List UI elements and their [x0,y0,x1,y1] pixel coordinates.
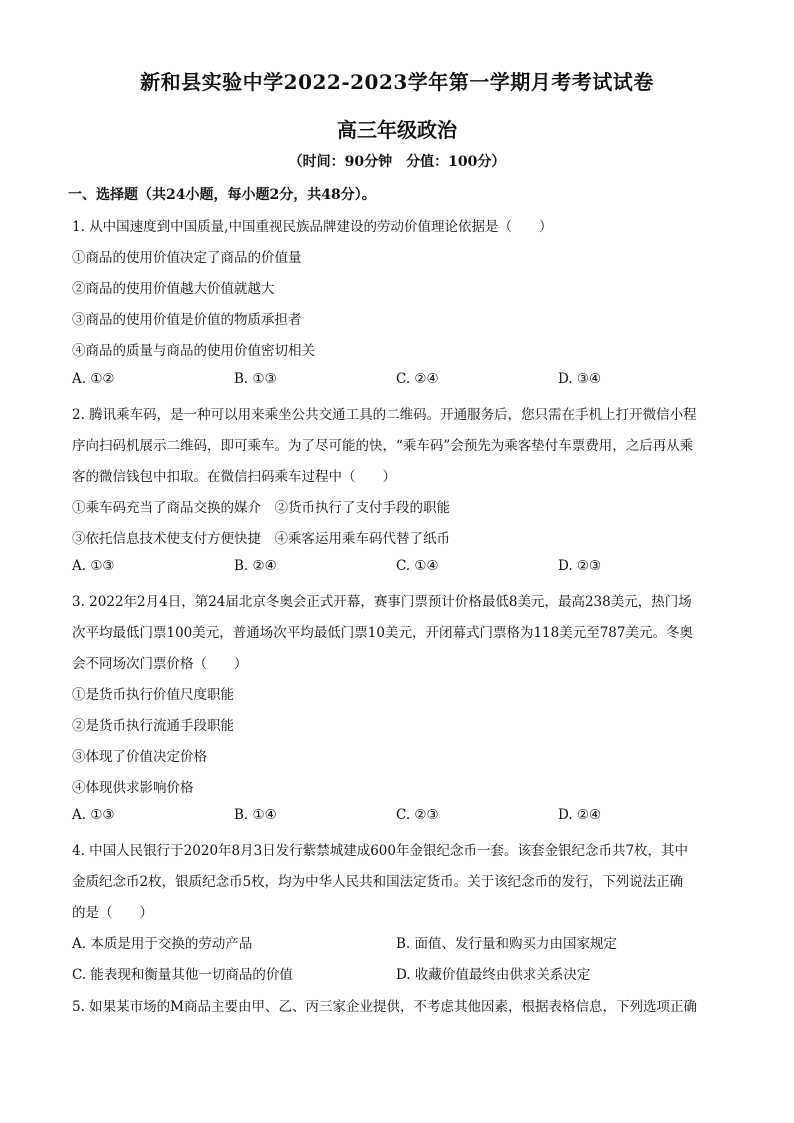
question-stem: 会不同场次门票价格（ ） [72,656,248,672]
question-item: ②是货币执行流通手段职能 [72,718,234,734]
question-stem: 4. 中国人民银行于2020年8月3日发行紫禁城建成600年金银纪念币一套。该套金银纪念币共7枚，其中 [72,843,689,859]
question-item: ①是货币执行价值尺度职能 [72,687,234,703]
question-stem: 客的微信钱包中扣取。在微信扫码乘车过程中（ ） [72,469,396,485]
question-item: ③体现了价值决定价格 [72,749,207,765]
question-item: ④商品的质量与商品的使用价值密切相关 [72,343,315,359]
option-a: A. ①② [72,371,115,387]
question-item: ②商品的使用价值越大价值就越大 [72,281,275,297]
question-stem: 金质纪念币2枚，银质纪念币5枚，均为中华人民共和国法定货币。关于该纪念币的发行，下列说法正确 [72,874,684,890]
option-a: A. ①③ [72,558,115,574]
option-d: D. ②④ [558,807,602,823]
option-b: B. ①③ [234,371,277,387]
option-a: A. ①③ [72,807,115,823]
option-b: B. ②④ [234,558,277,574]
option-b: B. 面值、发行量和购买力由国家规定 [396,936,618,952]
option-c: C. ②④ [396,371,439,387]
time-score-info: （时间：90分钟 分值：100分） [288,154,506,170]
question-stem: 的是（ ） [72,905,153,921]
question-item: ①商品的使用价值决定了商品的价值量 [72,250,302,266]
question-item: ④体现供求影响价格 [72,780,194,796]
exam-subtitle: 高三年级政治 [337,118,457,142]
option-d: D. ②③ [558,558,602,574]
question-stem: 5. 如果某市场的M商品主要由甲、乙、丙三家企业提供，不考虑其他因素，根据表格信息，下列选项正确 [72,999,697,1015]
question-stem: 3. 2022年2月4日，第24届北京冬奥会正式开幕，赛事门票预计价格最低8美元，最高238美元，热门场 [72,594,692,610]
question-stem: 次平均最低门票100美元，普通场次平均最低门票10美元，开闭幕式门票格为118美元至787美元。冬奥 [72,625,693,641]
exam-title: 新和县实验中学2022-2023学年第一学期月考考试试卷 [140,70,654,94]
section-heading: 一、选择题（共24小题，每小题2分，共48分）。 [68,187,376,203]
question-stem: 1. 从中国速度到中国质量,中国重视民族品牌建设的劳动价值理论依据是（ ） [72,219,553,235]
option-c: C. 能表现和衡量其他一切商品的价值 [72,967,293,983]
option-d: D. ③④ [558,371,602,387]
question-item: ①乘车码充当了商品交换的媒介 ②货币执行了支付手段的职能 [72,500,450,516]
question-stem: 2. 腾讯乘车码，是一种可以用来乘坐公共交通工具的二维码。开通服务后，您只需在手机上打开微信小程 [72,407,697,423]
question-item: ③商品的使用价值是价值的物质承担者 [72,312,302,328]
option-a: A. 本质是用于交换的劳动产品 [72,936,253,952]
question-stem: 序向扫码机展示二维码，即可乘车。为了尽可能的快，“乘车码”会预先为乘客垫付车票费用，之后再从乘 [72,438,694,454]
question-item: ③依托信息技术使支付方便快捷 ④乘客运用乘车码代替了纸币 [72,531,450,547]
option-c: C. ②③ [396,807,439,823]
option-b: B. ①④ [234,807,277,823]
option-d: D. 收藏价值最终由供求关系决定 [396,967,591,983]
option-c: C. ①④ [396,558,439,574]
